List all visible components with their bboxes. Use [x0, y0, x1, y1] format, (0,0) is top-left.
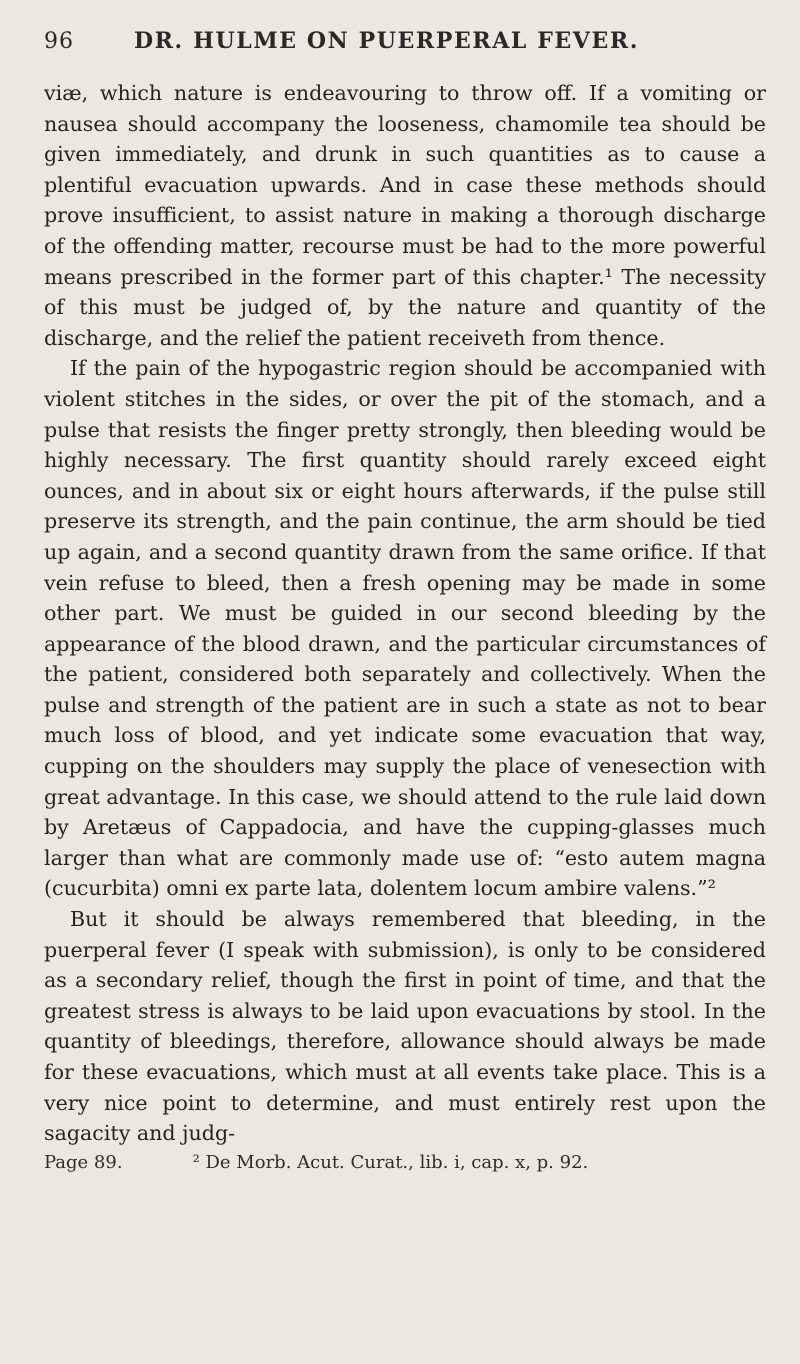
- footnotes: [44, 1152, 766, 1173]
- body-text: [44, 78, 766, 1149]
- paragraph-2: If the pain of the hypogastric region should be accompanied with violent stitches in the sides, or over the pit of the stomach, and a pulse that resists the finger pretty strongly, then bleeding would be highly necessary. The first quantity should rarely exceed eight ounces, and in about six or eight hours afterwards, if the pulse still preserve its strength, and the pain continue, the arm should be tied up again, and a second quantity drawn from the same orifice. If that vein refuse to bleed, then a fresh opening may be made in some other part. We must be guided in our second bleeding by the appearance of the blood drawn, and the particular circumstances of the patient, considered both separately and collectively. When the pulse and strength of the patient are in such a state as not to bear much loss of blood, and yet indicate some evacuation that way, cupping on the shoulders may supply the place of venesection with great advantage. In this case, we should attend to the rule laid down by Aretæus of Cappadocia, and have the cupping-glasses much larger than what are commonly made use of: “esto autem magna (cucurbita) omni ex parte lata, dolentem locum ambire valens.”²: [44, 356, 766, 901]
- paragraph-3: But it should be always remembered that bleeding, in the puerperal fever (I speak with submission), is only to be considered as a secondary relief, though the first in point of time, and that the greatest stress is always to be laid upon evacuations by stool. In the quantity of bleedings, therefore, allowance should always be made for these evacuations, which must at all events take place. This is a very nice point to determine, and must entirely rest upon the sagacity and judg-: [44, 907, 766, 1146]
- footnote-1: Page 89.: [44, 1152, 123, 1173]
- running-head: [44, 28, 766, 72]
- page-number: 96: [44, 29, 74, 54]
- running-title: DR. HULME ON PUERPERAL FEVER.: [134, 28, 639, 54]
- paragraph-1: viæ, which nature is endeavouring to throw off. If a vomiting or nausea should accompany the looseness, chamomile tea should be given immediately, and drunk in such quantities as to cause a plentiful evacuation upwards. And in case these methods should prove insufficient, to assist nature in making a thorough discharge of the offending matter, recourse must be had to the more powerful means prescribed in the former part of this chapter.¹ The necessity of this must be judged of, by the nature and quantity of the discharge, and the relief the patient receiveth from thence.: [44, 81, 766, 350]
- footnote-2: ² De Morb. Acut. Curat., lib. i, cap. x, p. 92.: [192, 1152, 589, 1173]
